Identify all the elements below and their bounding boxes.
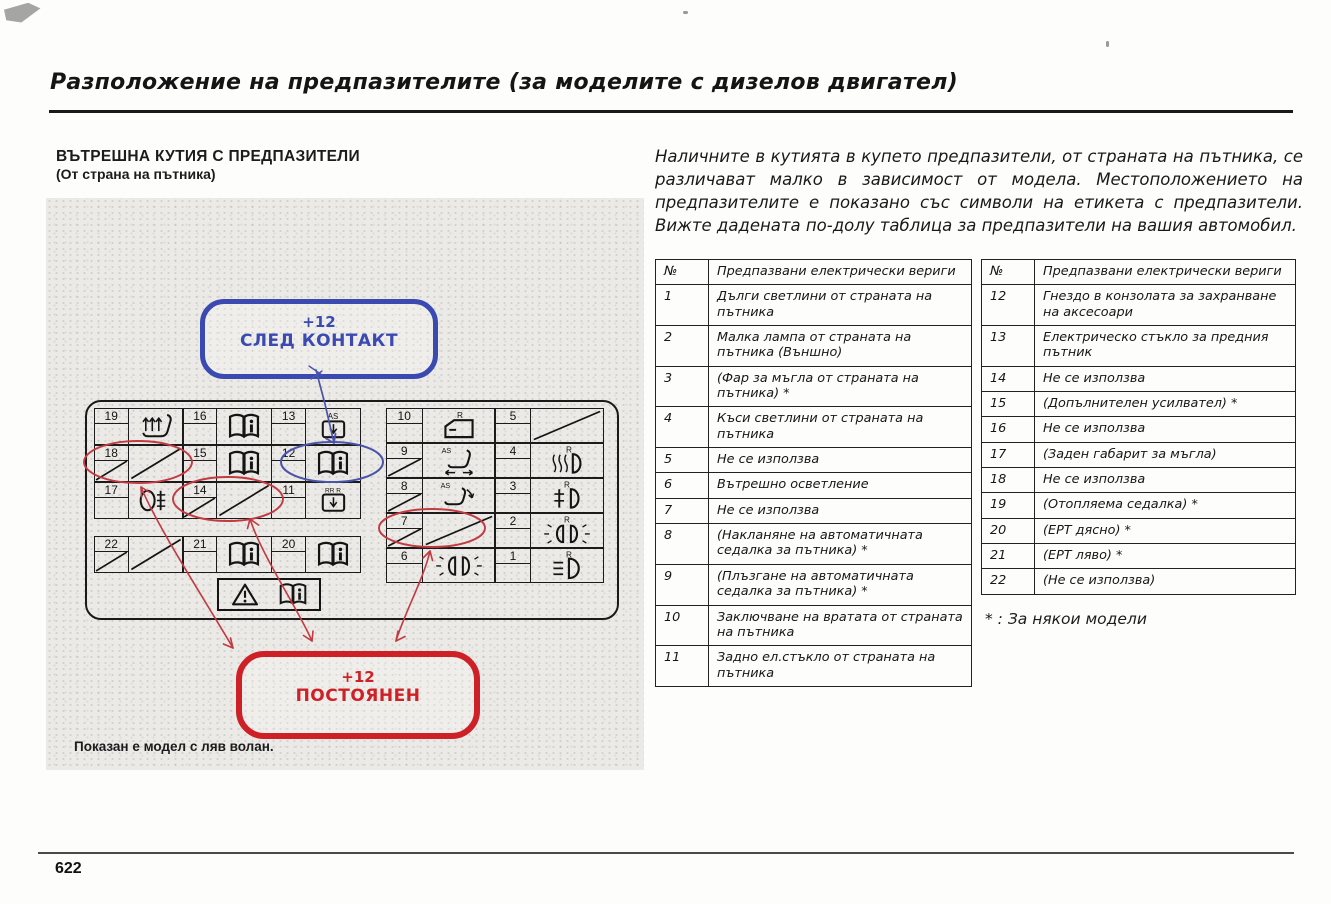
fuse-cell-1 (494, 548, 604, 583)
fuse-cell-19 (94, 408, 184, 445)
door-r-icon (423, 409, 495, 442)
fuse-row-16 (982, 417, 1296, 442)
scan-dot-artifact (683, 11, 688, 14)
constant-power-callout (236, 651, 480, 739)
unused-icon (129, 446, 183, 481)
fuse-number-cell: 21 (982, 544, 1035, 569)
fuse-row-3 (656, 366, 972, 407)
fuse-row-10 (656, 605, 972, 646)
fuse-cell-21 (182, 536, 272, 573)
seat-tilt-as-icon (423, 479, 495, 512)
fuse-circuit-cell: (Заден габарит за мъгла) (1035, 442, 1296, 467)
fog-pair-r-icon (531, 514, 603, 547)
fuse-row-12 (982, 285, 1296, 326)
fuse-circuit-cell: Не се използва (1035, 468, 1296, 493)
fuse-cell-15 (182, 445, 272, 482)
fuse-row-19 (982, 493, 1296, 518)
fuse-number-label: 18 (95, 446, 129, 481)
fuse-row-21 (982, 544, 1296, 569)
fuse-cell-7 (386, 513, 496, 548)
fuse-number-label: 2 (495, 514, 531, 547)
svg-text:AS: AS (441, 445, 451, 455)
fuse-circuit-cell: (Фар за мъгла от страната на пътника) * (709, 366, 972, 407)
column-header-number: № (982, 260, 1035, 285)
section-heading (56, 148, 360, 182)
callout-text-label: ПОСТОЯНЕН (295, 686, 421, 706)
fuse-row-18 (982, 468, 1296, 493)
fuse-panel-row (95, 408, 361, 445)
fuse-circuit-cell: Вътрешно осветление (709, 473, 972, 498)
fuse-row-17 (982, 442, 1296, 467)
fuse-cell-14 (182, 482, 272, 519)
fuse-number-label: 7 (387, 514, 423, 547)
fuse-cell-3 (494, 478, 604, 513)
fuse-row-8 (656, 524, 972, 565)
fuse-number-cell: 6 (656, 473, 709, 498)
fuse-circuit-cell: Къси светлини от страната на пътника (709, 407, 972, 448)
unused-icon (531, 409, 603, 442)
fuse-number-cell: 5 (656, 448, 709, 473)
fuse-circuit-cell: (ЕРТ дясно) * (1035, 518, 1296, 543)
fuse-number-label: 9 (387, 444, 423, 477)
scan-smudge-artifact (4, 0, 43, 25)
fuse-cell-12 (271, 445, 361, 482)
fuse-cell-10 (386, 408, 496, 443)
ignition-power-callout (200, 299, 438, 379)
fuse-circuit-cell: Малка лампа от страната на пътника (Външно) (709, 326, 972, 367)
book-icon (217, 409, 271, 444)
fuse-row-15 (982, 392, 1296, 417)
fuse-row-6 (656, 473, 972, 498)
fuse-circuit-cell: Задно ел.стъкло от страната на пътника (709, 646, 972, 687)
bottom-rule (38, 852, 1294, 854)
fuse-number-cell: 15 (982, 392, 1035, 417)
warning-label-box (217, 578, 321, 611)
fuse-cell-5 (494, 408, 604, 443)
fuse-row-22 (982, 569, 1296, 594)
lamp-r-lines-icon (531, 444, 603, 477)
fuse-number-label: 13 (272, 409, 306, 444)
unused-icon (217, 483, 271, 518)
fuse-circuit-cell: Гнездо в конзолата за захранване на аксесоари (1035, 285, 1296, 326)
fuse-number-cell: 18 (982, 468, 1035, 493)
fuse-number-label: 5 (495, 409, 531, 442)
fuse-circuit-cell: Дълги светлини от страната на пътника (709, 285, 972, 326)
fuse-row-7 (656, 498, 972, 523)
svg-text:AS: AS (440, 480, 450, 490)
fuse-cell-6 (386, 548, 496, 583)
fuse-circuit-cell: (Не се използва) (1035, 569, 1296, 594)
fuse-number-label: 12 (272, 446, 306, 481)
book-icon (217, 537, 271, 572)
fuse-panel-row (95, 445, 361, 482)
fuse-circuit-cell: (Отопляема седалка) * (1035, 493, 1296, 518)
fuse-number-cell: 16 (982, 417, 1035, 442)
fuse-row-11 (656, 646, 972, 687)
fuse-number-cell: 19 (982, 493, 1035, 518)
fuse-row-1 (656, 285, 972, 326)
fuse-number-cell: 1 (656, 285, 709, 326)
svg-text:R: R (564, 480, 571, 490)
callout-voltage-label: +12 (341, 668, 375, 686)
fuse-cell-4 (494, 443, 604, 478)
fuse-circuit-cell: Не се използва (1035, 417, 1296, 442)
fuse-row-4 (656, 407, 972, 448)
fuse-number-label: 21 (183, 537, 217, 572)
header-row (982, 260, 1296, 285)
svg-text:RR R: RR R (325, 487, 342, 495)
fuse-circuit-cell: Не се използва (709, 448, 972, 473)
fuse-number-cell: 9 (656, 564, 709, 605)
fuse-number-label: 22 (95, 537, 129, 572)
headlight-r-icon (531, 549, 603, 582)
fuse-number-cell: 3 (656, 366, 709, 407)
fuse-number-label: 14 (183, 483, 217, 518)
fuse-number-cell: 14 (982, 366, 1035, 391)
fuse-number-cell: 10 (656, 605, 709, 646)
fuse-circuit-cell: Електрическо стъкло за предния пътник (1035, 326, 1296, 367)
fuse-panel-row (387, 513, 604, 548)
fuse-number-cell: 8 (656, 524, 709, 565)
title-rule (49, 110, 1293, 113)
fog-pair-icon (423, 549, 495, 582)
fuse-number-label: 11 (272, 483, 306, 518)
fuse-panel (85, 400, 619, 620)
fuse-panel-row (387, 478, 604, 513)
fuse-row-20 (982, 518, 1296, 543)
fuse-panel-row (95, 482, 361, 519)
book-icon (306, 537, 360, 572)
fuse-number-cell: 7 (656, 498, 709, 523)
book-icon (217, 446, 271, 481)
book-icon (270, 581, 316, 608)
section-heading-line2: (От страна на пътника) (56, 166, 216, 182)
scan-dot-artifact (1106, 41, 1109, 47)
unused-icon (423, 514, 495, 547)
fuse-circuit-cell: Не се използва (709, 498, 972, 523)
header-row (656, 260, 972, 285)
unused-icon (129, 537, 183, 572)
fuse-cell-20 (271, 536, 361, 573)
fuse-cell-16 (182, 408, 272, 445)
seat-heater-icon (129, 409, 183, 444)
fuse-row-13 (982, 326, 1296, 367)
fuse-cell-18 (94, 445, 184, 482)
fuse-number-cell: 11 (656, 646, 709, 687)
window-as-icon (306, 409, 360, 444)
fuse-number-label: 16 (183, 409, 217, 444)
page-number: 622 (55, 860, 82, 877)
lamp-r-low-icon (531, 479, 603, 512)
fuse-number-cell: 2 (656, 326, 709, 367)
fuse-panel-row (387, 548, 604, 583)
fuse-panel-row (387, 408, 604, 443)
fuse-number-label: 1 (495, 549, 531, 582)
warning-triangle-icon (222, 581, 268, 608)
fuse-cell-17 (94, 482, 184, 519)
fuse-circuit-cell: (ЕРТ ляво) * (1035, 544, 1296, 569)
fuse-number-label: 17 (95, 483, 129, 518)
fuse-table-12-22 (981, 259, 1296, 595)
fuse-number-label: 10 (387, 409, 423, 442)
intro-paragraph: Наличните в кутията в купето предпазители, от страната на пътника, се различават малко в зависимост от модела. Местоположението на предпазителите е показано със символи на етикета с предпазители. Вижте дадената по-долу таблица за предпазители на вашия автомобил. (655, 147, 1303, 236)
diagram-caption: Показан е модел с ляв волан. (74, 739, 274, 754)
fuse-number-label: 20 (272, 537, 306, 572)
callout-text-label: СЛЕД КОНТАКТ (239, 331, 399, 351)
fuse-number-label: 6 (387, 549, 423, 582)
book-icon (306, 446, 360, 481)
fuse-table-1-11 (655, 259, 972, 687)
fuse-number-label: 4 (495, 444, 531, 477)
fuse-circuit-cell: (Накланяне на автоматичната седалка за пътника) * (709, 524, 972, 565)
fuse-number-cell: 20 (982, 518, 1035, 543)
fuse-cell-11 (271, 482, 361, 519)
rear-fog-icon (129, 483, 183, 518)
fuse-panel-row (387, 443, 604, 478)
fuse-row-9 (656, 564, 972, 605)
fuse-circuit-cell: (Допълнителен усилвател) * (1035, 392, 1296, 417)
callout-voltage-label: +12 (302, 313, 336, 331)
fuse-cell-8 (386, 478, 496, 513)
fuse-number-label: 15 (183, 446, 217, 481)
fuse-circuit-cell: Заключване на вратата от страната на пътника (709, 605, 972, 646)
fuse-row-2 (656, 326, 972, 367)
fuse-number-cell: 22 (982, 569, 1035, 594)
fuse-panel-row (95, 536, 361, 573)
footnote: * : За някои модели (985, 610, 1147, 628)
fuse-cell-13 (271, 408, 361, 445)
page-title: Разположение на предпазителите (за моделите с дизелов двигател) (50, 70, 958, 95)
svg-text:R: R (566, 445, 573, 455)
fuse-circuit-cell: Не се използва (1035, 366, 1296, 391)
column-header-circuits: Предпазвани електрически вериги (709, 260, 972, 285)
svg-text:R: R (456, 410, 463, 420)
section-heading-line1: ВЪТРЕШНА КУТИЯ С ПРЕДПАЗИТЕЛИ (56, 148, 360, 165)
fuse-number-cell: 4 (656, 407, 709, 448)
fuse-circuit-cell: (Плъзгане на автоматичната седалка за пътника) * (709, 564, 972, 605)
svg-text:AS: AS (327, 412, 339, 422)
fuse-cell-9 (386, 443, 496, 478)
seat-slide-as-icon (423, 444, 495, 477)
fuse-number-cell: 12 (982, 285, 1035, 326)
fuse-number-label: 8 (387, 479, 423, 512)
fuse-number-label: 3 (495, 479, 531, 512)
fuse-cell-2 (494, 513, 604, 548)
fuse-number-label: 19 (95, 409, 129, 444)
fuse-number-cell: 13 (982, 326, 1035, 367)
fuse-number-cell: 17 (982, 442, 1035, 467)
window-rr-icon (306, 483, 360, 518)
svg-text:R: R (564, 515, 571, 525)
svg-text:R: R (566, 550, 573, 560)
column-header-number: № (656, 260, 709, 285)
fuse-row-5 (656, 448, 972, 473)
column-header-circuits: Предпазвани електрически вериги (1035, 260, 1296, 285)
fuse-cell-22 (94, 536, 184, 573)
fuse-row-14 (982, 366, 1296, 391)
